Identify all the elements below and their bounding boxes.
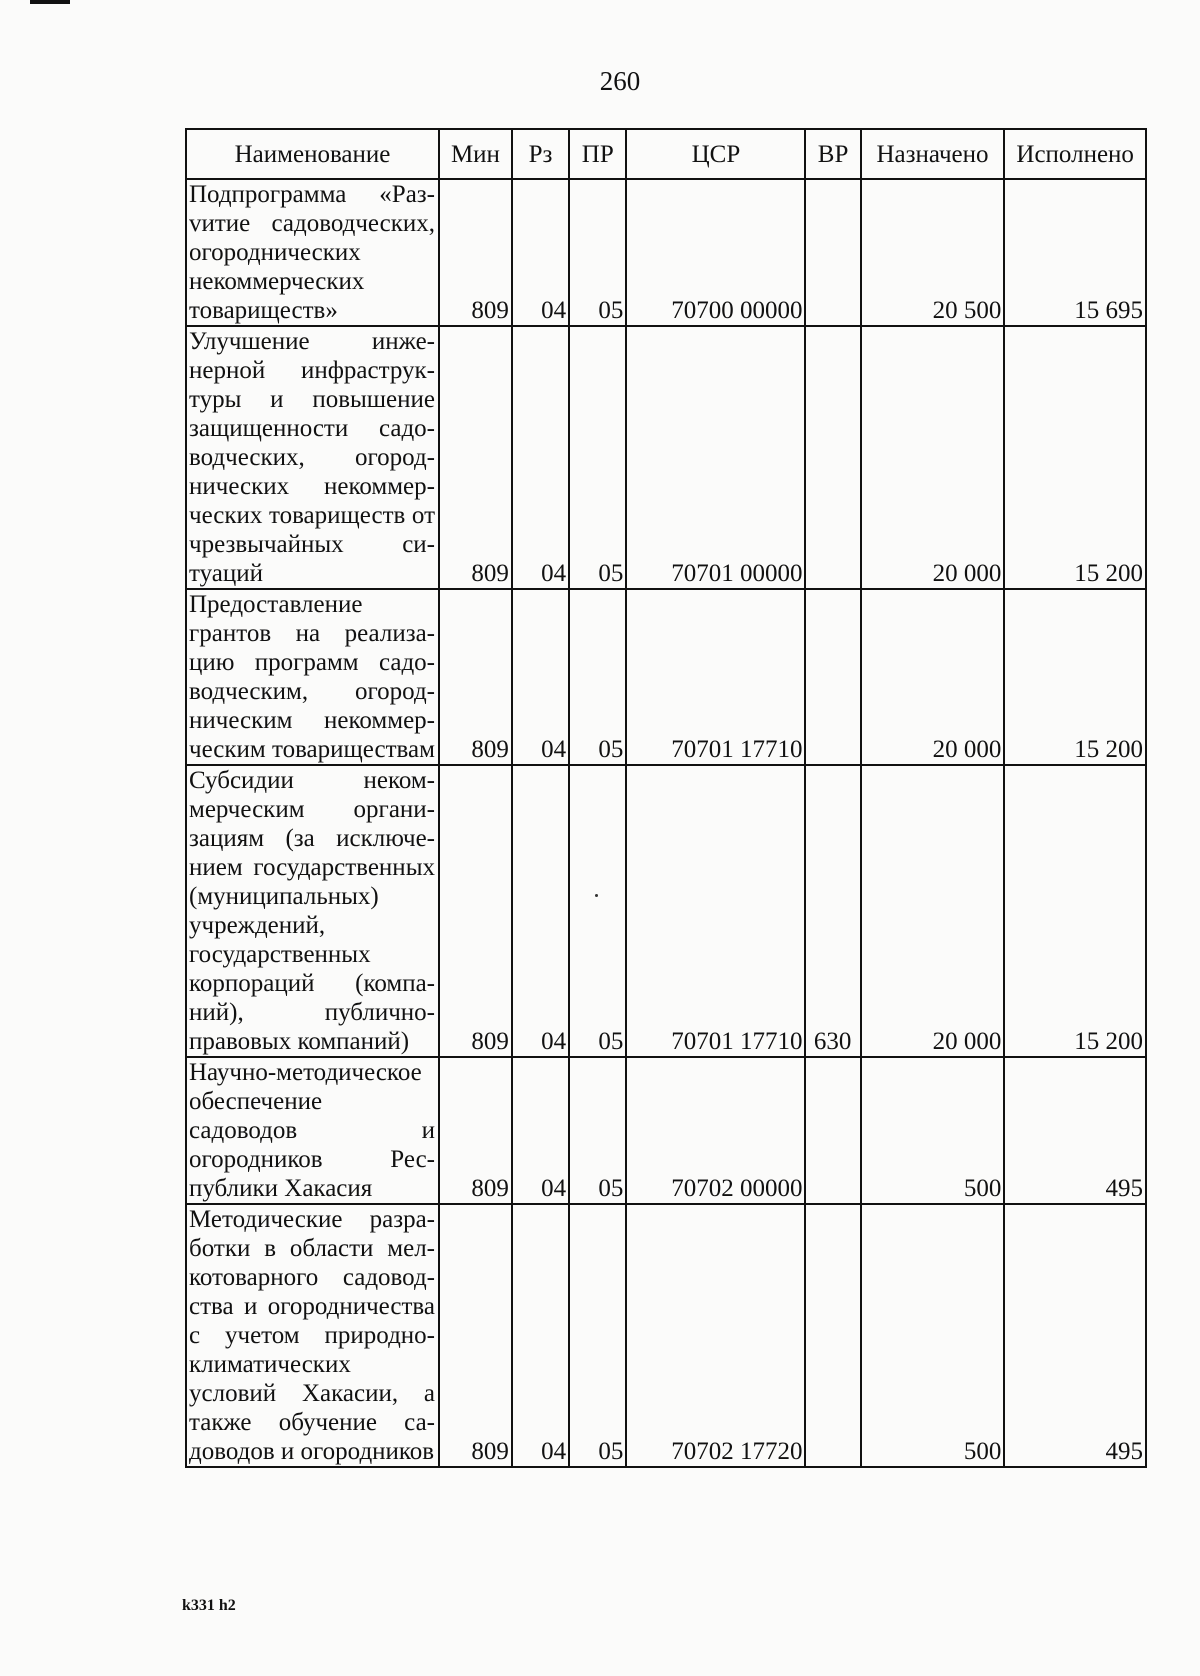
header-vr: ВР xyxy=(805,129,860,179)
row-pr: 05 xyxy=(569,179,626,326)
header-assigned: Назначено xyxy=(861,129,1005,179)
row-assigned: 500 xyxy=(861,1057,1005,1204)
row-pr: 05 xyxy=(569,1204,626,1467)
row-vr xyxy=(805,326,860,589)
row-vr xyxy=(805,1057,860,1204)
scan-corner-mark xyxy=(30,0,70,4)
row-csr: 70700 00000 xyxy=(626,179,805,326)
row-vr xyxy=(805,179,860,326)
row-csr: 70701 17710 xyxy=(626,765,805,1057)
row-csr: 70702 00000 xyxy=(626,1057,805,1204)
header-pr: ПР xyxy=(569,129,626,179)
header-csr: ЦСР xyxy=(626,129,805,179)
row-executed: 495 xyxy=(1004,1057,1146,1204)
row-executed: 15 695 xyxy=(1004,179,1146,326)
row-rz: 04 xyxy=(512,326,569,589)
row-name: Улучшение инженерной инфраструктуры и повышение защищенности садоводческих, огороднических некоммерческих товариществ от чрезвычайных ситуаций xyxy=(186,326,439,589)
row-executed: 15 200 xyxy=(1004,589,1146,765)
row-min: 809 xyxy=(439,765,512,1057)
page-number: 260 xyxy=(599,66,641,96)
row-min: 809 xyxy=(439,179,512,326)
row-rz: 04 xyxy=(512,1204,569,1467)
row-vr: 630 xyxy=(805,765,860,1057)
header-name: Наименование xyxy=(186,129,439,179)
table-row xyxy=(186,326,1146,589)
row-name: Субсидии некоммерческим организациям (за исключением государственных (муниципальных) учреждений, государственных корпораций (компаний), публично-правовых компаний) xyxy=(186,765,439,1057)
row-min: 809 xyxy=(439,1057,512,1204)
row-vr xyxy=(805,1204,860,1467)
table-header-row xyxy=(186,129,1146,179)
row-min: 809 xyxy=(439,1204,512,1467)
table-row xyxy=(186,1057,1146,1204)
row-assigned: 20 000 xyxy=(861,765,1005,1057)
table-row xyxy=(186,765,1146,1057)
row-name: Методические разработки в области мелкотоварного садоводства и огородничества с учетом природно-климатических условий Хакасии, а также обучение садоводов и огородников xyxy=(186,1204,439,1467)
row-executed: 15 200 xyxy=(1004,326,1146,589)
row-pr: 05 xyxy=(569,589,626,765)
row-name: Научно-методическое обеспечение садоводов и огородников Республики Хакасия xyxy=(186,1057,439,1204)
row-assigned: 20 500 xyxy=(861,179,1005,326)
row-rz: 04 xyxy=(512,589,569,765)
row-csr: 70701 00000 xyxy=(626,326,805,589)
row-assigned: 500 xyxy=(861,1204,1005,1467)
row-rz: 04 xyxy=(512,179,569,326)
row-name: Предоставление грантов на реализацию программ садоводческим, огородническим некоммерческим товариществам xyxy=(186,589,439,765)
row-executed: 15 200 xyxy=(1004,765,1146,1057)
budget-table xyxy=(185,128,1147,1468)
row-pr: 05 xyxy=(569,765,626,1057)
row-rz: 04 xyxy=(512,1057,569,1204)
scan-speck xyxy=(595,894,598,897)
row-csr: 70702 17720 xyxy=(626,1204,805,1467)
footer-code: k331 h2 xyxy=(182,1597,236,1614)
row-assigned: 20 000 xyxy=(861,326,1005,589)
row-vr xyxy=(805,589,860,765)
table-row xyxy=(186,179,1146,326)
row-pr: 05 xyxy=(569,326,626,589)
row-name: Подпрограмма «Разvитие садоводческих, огороднических некоммерческих товариществ» xyxy=(186,179,439,326)
row-pr: 05 xyxy=(569,1057,626,1204)
row-executed: 495 xyxy=(1004,1204,1146,1467)
row-min: 809 xyxy=(439,326,512,589)
header-min: Мин xyxy=(439,129,512,179)
row-min: 809 xyxy=(439,589,512,765)
row-rz: 04 xyxy=(512,765,569,1057)
row-csr: 70701 17710 xyxy=(626,589,805,765)
table-row xyxy=(186,1204,1146,1467)
table-row xyxy=(186,589,1146,765)
header-executed: Исполнено xyxy=(1004,129,1146,179)
row-assigned: 20 000 xyxy=(861,589,1005,765)
header-rz: Рз xyxy=(512,129,569,179)
